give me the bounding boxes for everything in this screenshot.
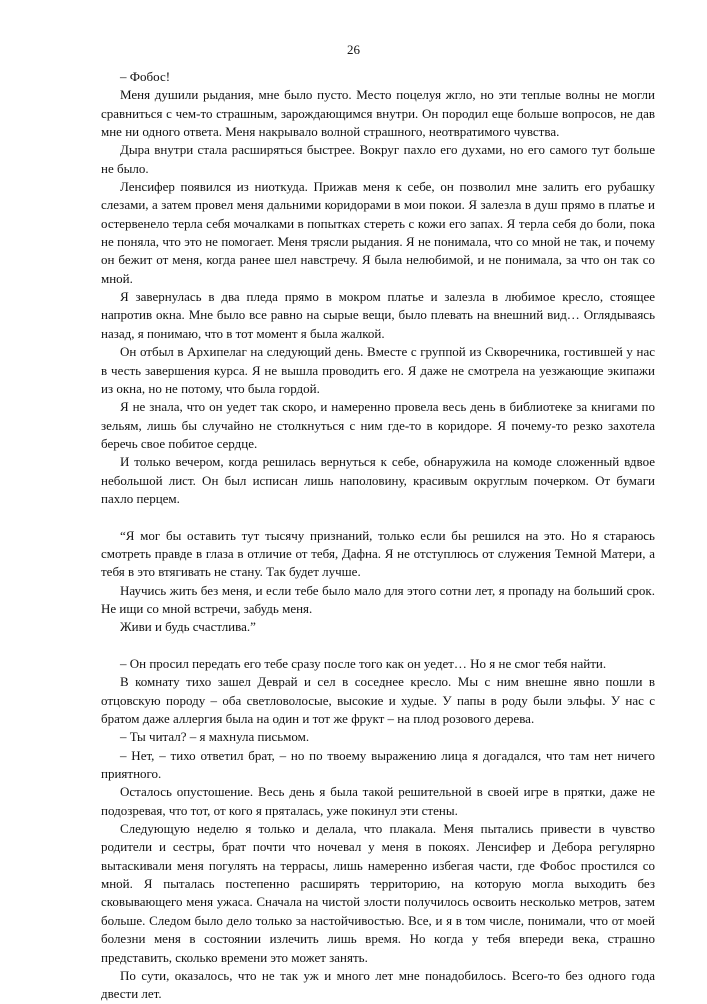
- paragraph: – Ты читал? – я махнула письмом.: [120, 729, 310, 745]
- paragraph: Я завернулась в два пледа прямо в мокром платье и залезла в любимое кресло, стоящее напротив окна. Мне было все равно на сырые вещи, было плевать на внешний вид… Оглядываясь назад, я понимаю, что в тот момент я была жалкой.: [101, 289, 655, 341]
- paragraph: Он отбыл в Архипелаг на следующий день. Вместе с группой из Скворечника, гостившей у нас в честь завершения курса. Я не вышла проводить его. Я даже не смотрела на уезжающие экипажи из окна, но не потому, что была гордой.: [101, 344, 655, 396]
- page-text: [101, 68, 655, 1004]
- paragraph: Меня душили рыдания, мне было пусто. Место поцелуя жгло, но эти теплые волны не могли сравниться с чем-то страшным, зарождающимся внутри. Он породил еще больше вопросов, не дав мне ни одного ответа. Меня накрывало волной страшного, неотвратимого чувства.: [101, 87, 655, 140]
- page-number: 26: [347, 42, 360, 57]
- paragraph: Дыра внутри стала расширяться быстрее. Вокруг пахло его духами, но его самого тут больше не было.: [101, 142, 655, 176]
- paragraph: – Нет, – тихо ответил брат, – но по твоему выражению лица я догадался, что там нет ничего приятного.: [101, 747, 655, 782]
- paragraph: Осталось опустошение. Весь день я была такой решительной в своей игре в прятки, даже не подозревая, что тот, от кого я пряталась, уже покинул эти стены.: [101, 784, 655, 818]
- paragraph: Я не знала, что он уедет так скоро, и намеренно провела весь день в библиотеке за книгами по зельям, лишь бы случайно не столкнуться с ним где-то в коридоре. Я почему-то резко захотела беречь свое побитое сердце.: [101, 399, 655, 451]
- paragraph: Следующую неделю я только и делала, что плакала. Меня пытались привести в чувство родители и сестры, брат почти что ночевал у меня в покоях. Ленсифер и Дебора регулярно вытаскивали меня погулять на террасы, лишь намеренно избегая части, где Фобос простился со мной. Я пыталась постепенно расширять территорию, на которую могла выходить без сковывающего меня ужаса. Сначала на чистой злости получилось освоить несколько метров, затем больше. Следом было дело только за настойчивостью. Все, и я в том числе, понимали, что от моей болезни меня в состоянии излечить лишь время. Но когда у тебя впереди века, страшно представить, сколько времени это может занять.: [101, 821, 655, 965]
- paragraph: – Он просил передать его тебе сразу после того как он уедет… Но я не смог тебя найти.: [120, 656, 607, 671]
- letter-paragraph: Живи и будь счастлива.”: [120, 619, 256, 635]
- paragraph: Ленсифер появился из ниоткуда. Прижав меня к себе, он позволил мне залить его рубашку слезами, а затем провел меня дальними коридорами в мои покои. Я залезла в душ прямо в платье и остервенело терла себя мочалками в попытках стереть с кожи его запах. Я терла себя до боли, пока не поняла, что это не помогает. Меня трясли рыдания. Я не понимала, что со мной не так, и почему он бежит от меня, когда ранее шел навстречу. Я была нелюбимой, и не понимала, за что он так со мной.: [101, 179, 655, 286]
- paragraph: По сути, оказалось, что не так уж и много лет мне понадобилось. Всего-то без одного года двести лет.: [101, 967, 655, 1002]
- letter-paragraph: Научись жить без меня, и если тебе было мало для этого сотни лет, я пропаду на больший срок. Не ищи со мной встречи, забудь меня.: [101, 582, 655, 616]
- paragraph: – Фобос!: [120, 69, 171, 84]
- paragraph: И только вечером, когда решилась вернуться к себе, обнаружила на комоде сложенный вдвое небольшой лист. Он был исписан лишь наполовину, красивым округлым почерком. От бумаги пахло перцем.: [101, 454, 655, 506]
- paragraph: В комнату тихо зашел Деврай и сел в соседнее кресло. Мы с ним внешне явно пошли в отцовскую породу – оба светловолосые, высокие и худые. У папы в роду были эльфы. У нас с братом даже аллергия была на один и тот же фрукт – на плод розового дерева.: [101, 674, 655, 727]
- letter-paragraph: “Я мог бы оставить тут тысячу признаний, только если бы решился на это. Но я стараюсь смотреть правде в глаза в отличие от тебя, Дафна. Я не отступлюсь от служения Темной Матери, а тебя в это втягивать не стану. Так будет лучше.: [101, 527, 655, 580]
